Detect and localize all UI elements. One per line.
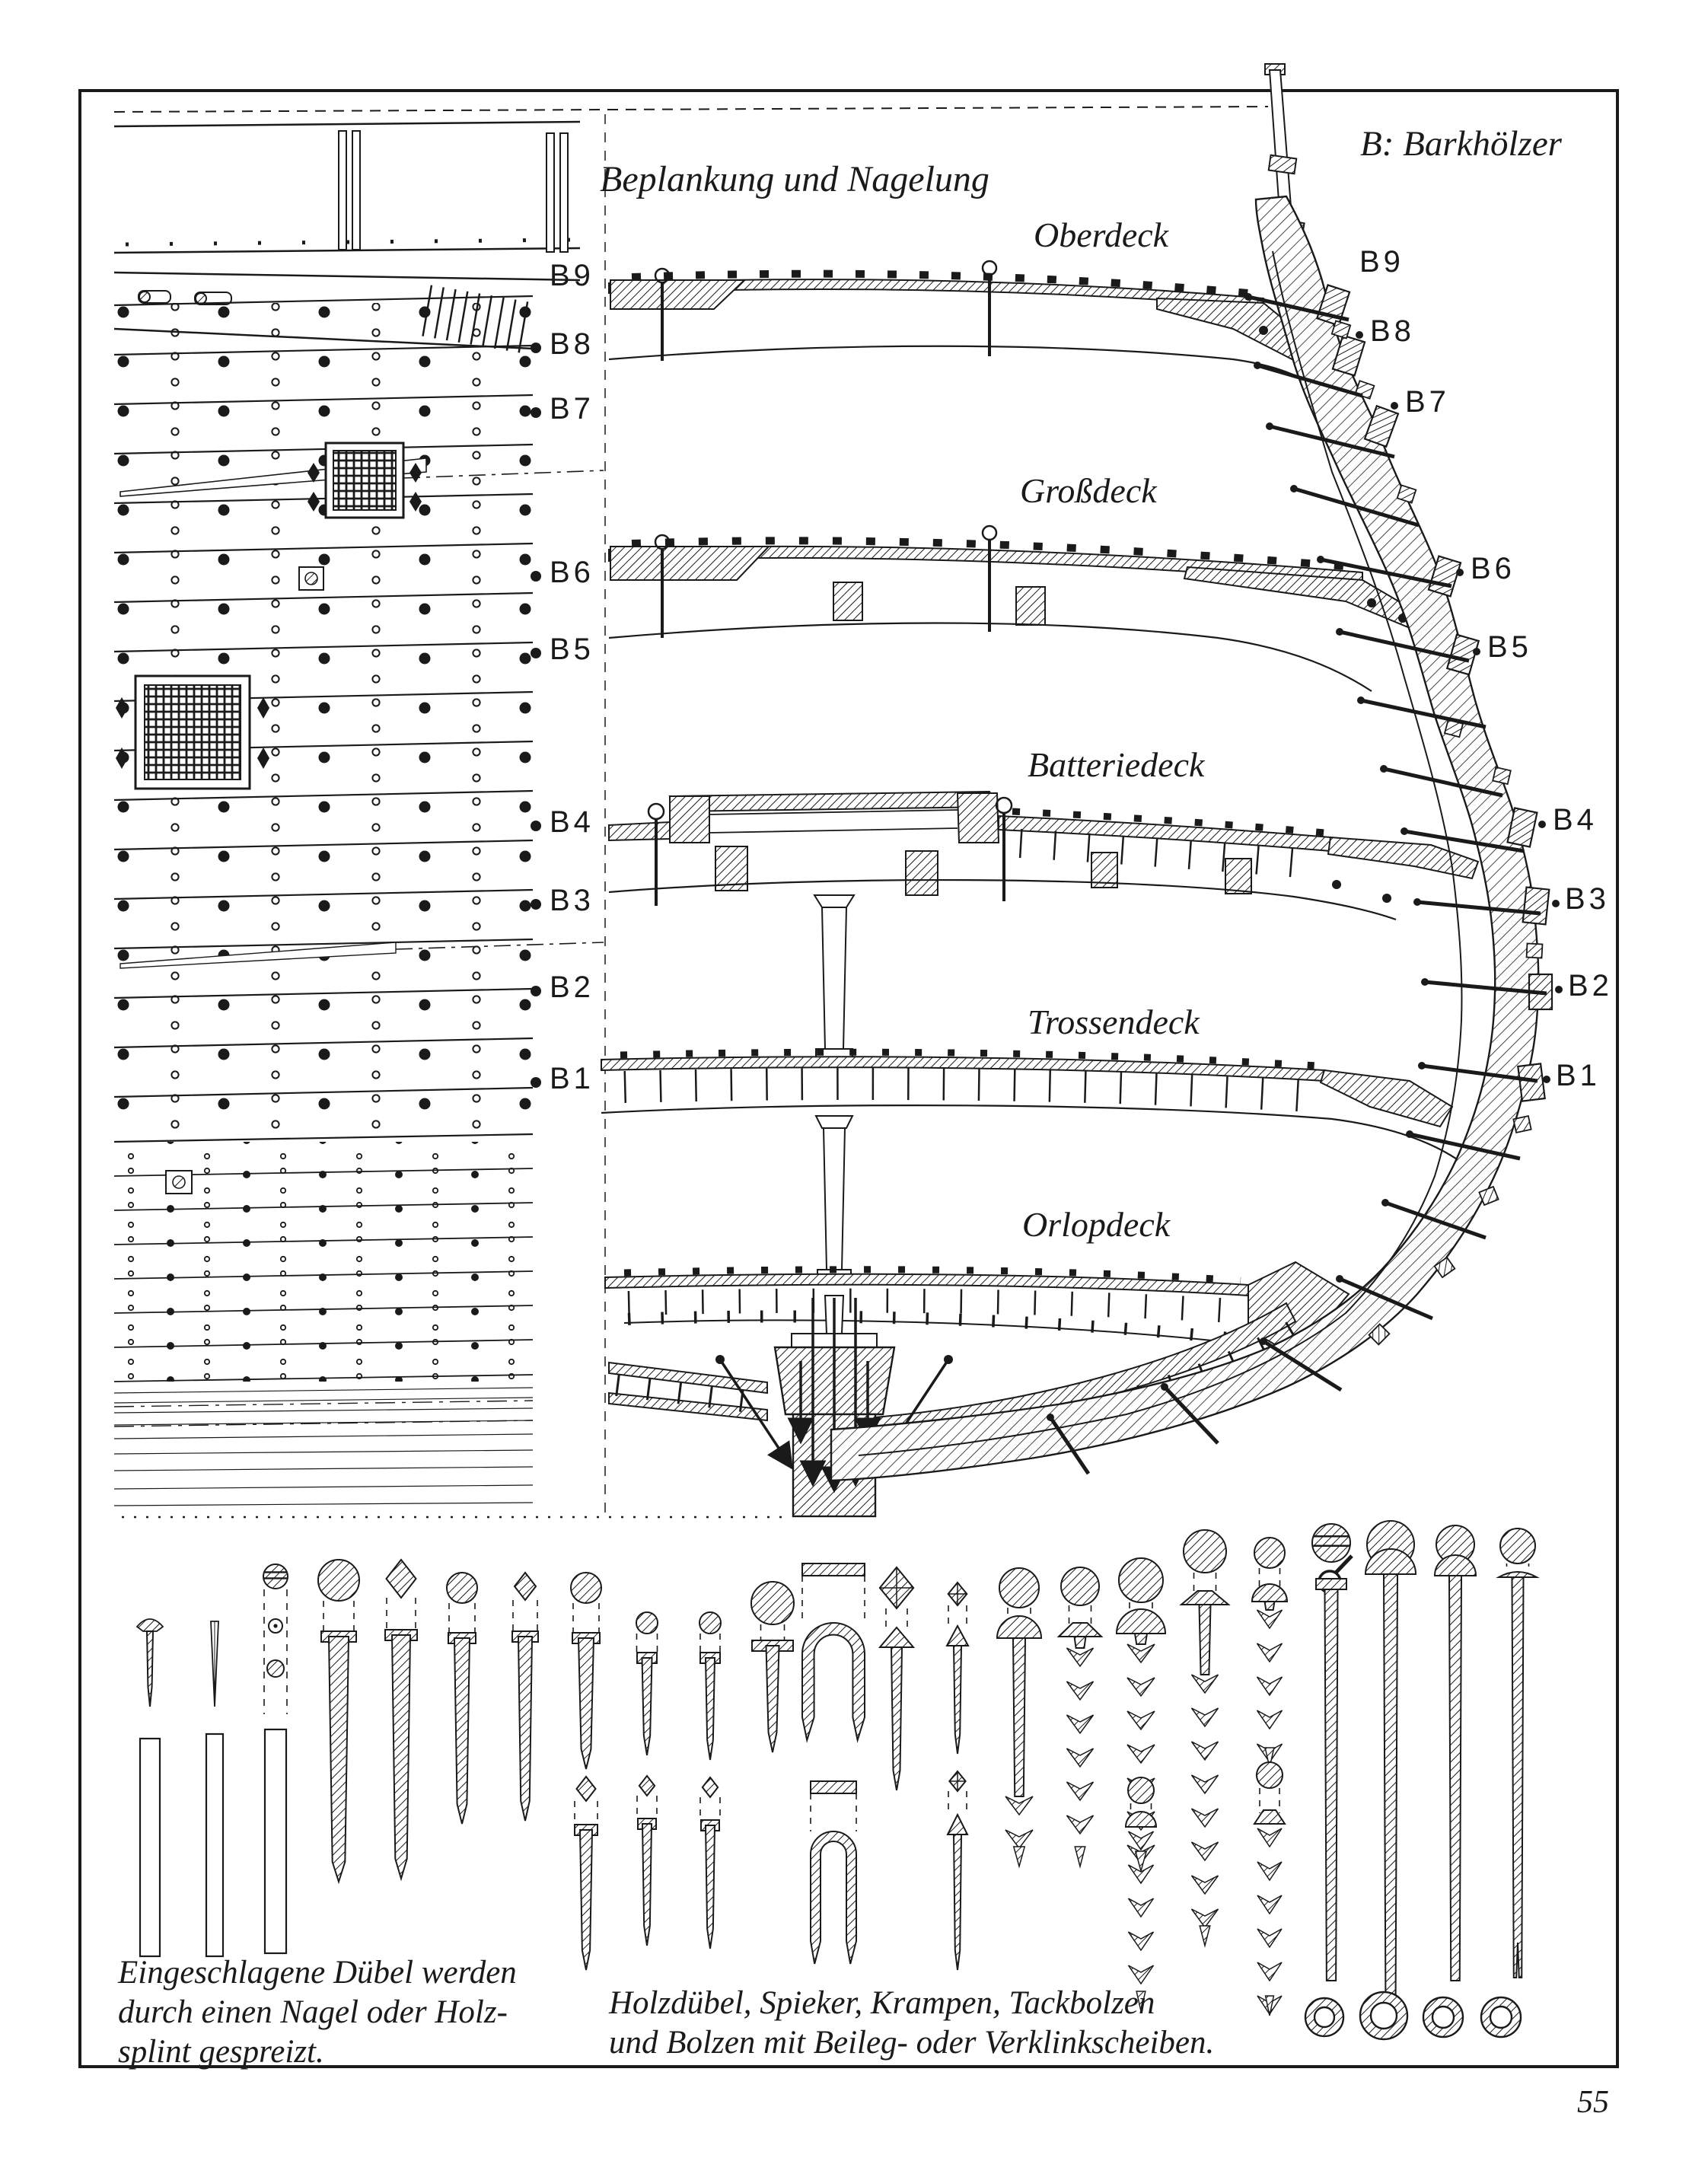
wale-label-right-b1: B1 xyxy=(1556,1059,1601,1092)
caption-left-line2: durch einen Nagel oder Holz- xyxy=(118,1994,508,2030)
wale-label-right-b7: B7 xyxy=(1405,385,1450,419)
wale-label-right-b3: B3 xyxy=(1565,882,1610,916)
deck-label-grossdeck: Großdeck xyxy=(1020,471,1157,510)
wale-label-right-b2: B2 xyxy=(1568,969,1613,1002)
caption-left-line1: Eingeschlagene Dübel werden xyxy=(118,1955,517,1991)
wale-label-right-b5: B5 xyxy=(1487,630,1532,664)
caption-left xyxy=(118,1953,517,2072)
wale-label-left-b8: B8 xyxy=(550,327,594,361)
deck-label-batteriedeck: Batteriedeck xyxy=(1028,745,1205,784)
wale-label-right-b6: B6 xyxy=(1471,552,1515,585)
caption-center xyxy=(609,1984,1214,2063)
deck-label-trossendeck: Trossendeck xyxy=(1028,1002,1200,1041)
wale-label-left-b5: B5 xyxy=(550,633,594,666)
wale-label-left-b1: B1 xyxy=(550,1062,594,1095)
legend-barkhoelzer: B: Barkhölzer xyxy=(1360,124,1562,164)
grating-small xyxy=(308,443,422,518)
wale-label-left-b6: B6 xyxy=(550,556,594,589)
grating-large xyxy=(116,676,269,789)
wale-label-left-b7: B7 xyxy=(550,392,594,426)
wale-label-left-b3: B3 xyxy=(550,884,594,917)
diagram-title: Beplankung und Nagelung xyxy=(600,159,989,199)
page-number: 55 xyxy=(1577,2085,1609,2120)
wale-label-left-b2: B2 xyxy=(550,971,594,1004)
deck-label-orlopdeck: Orlopdeck xyxy=(1022,1205,1171,1244)
caption-left-line3: splint gespreizt. xyxy=(118,2034,324,2070)
planking-panel xyxy=(114,122,580,1506)
wale-label-right-b9: B9 xyxy=(1359,245,1404,279)
wale-label-left-b4: B4 xyxy=(550,805,594,839)
caption-center-line1: Holzdübel, Spieker, Krampen, Tackbolzen xyxy=(609,1985,1155,2021)
wale-label-left-b9: B9 xyxy=(550,259,594,292)
wale-label-right-b8: B8 xyxy=(1370,314,1415,348)
caption-center-line2: und Bolzen mit Beileg- oder Verklinkscheiben. xyxy=(609,2025,1215,2061)
deck-label-oberdeck: Oberdeck xyxy=(1034,215,1169,254)
wale-label-right-b4: B4 xyxy=(1553,803,1598,837)
